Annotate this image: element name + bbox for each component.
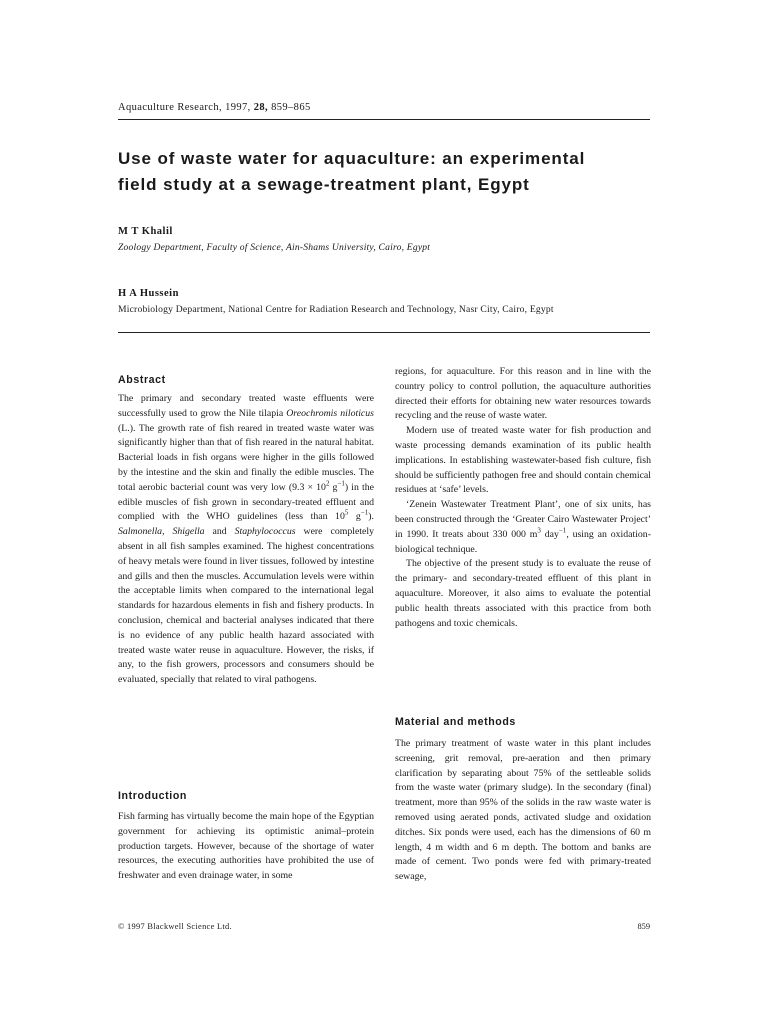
body-text-c: , using an oxidation-biological technique.: [395, 528, 651, 555]
abstract-text-c: g: [329, 481, 338, 493]
abstract-text-d: ) in the edible muscles of fish grown in secondary-treated effluent and complied with the WHO guidelines (less than 10: [118, 481, 374, 523]
journal-year: 1997,: [225, 102, 251, 113]
methods-paragraph: The primary treatment of waste water in this plant includes screening, grit removal, pre-aeration and then primary clarification by separating about 75% of the settleable solids from the waste water (primary sludge). In the secondary (final) treatment, more than 95% of the solids in the raw waste water is removed using aerated ponds, activated sludge and oxidation ditches. Six ponds were used, each has the dimensions of 60 m length, 4 m width and 6 m depth. The bottom and banks are made of cement. Two ponds were fed with primary-treated sewage,: [395, 738, 651, 883]
title-line-2: field study at a sewage-treatment plant, Egypt: [118, 175, 530, 194]
exponent: 5: [344, 509, 349, 518]
abstract-text-e: g: [348, 511, 361, 523]
abstract-text-g: were completely absent in all fish samples examined. The highest concentrations of heavy metals were found in liver tissues, followed by intestine and gills and then the muscles. Accumulation levels were within the acceptable limits when compared to the international legal standards for hazardous elements in fish and fishery products. In conclusion, chemical and bacterial analyses indicated that there is no evidence of any public health hazard associated with treated waste water reuse in aquaculture. However, the risks, if any, to the fish growers, processors and consumers should be evaluated, specially that related to viral pathogens.: [118, 526, 374, 686]
author-affiliation-1: Zoology Department, Faculty of Science, Ain-Shams University, Cairo, Egypt: [118, 242, 431, 253]
body-paragraph: Modern use of treated waste water for fish production and waste processing demands examination of its public health implications. In establishing wastewater-based fish culture, fish should be sufficiently pathogen free and should contain chemical residues at ‘safe’ levels.: [395, 425, 651, 496]
exponent: −1: [337, 479, 345, 488]
journal-pages: 859–865: [271, 102, 311, 113]
journal-volume: 28,: [253, 102, 269, 113]
author-name-1: M T Khalil: [118, 226, 173, 237]
genus-name: Staphylococcus: [234, 526, 296, 538]
body-paragraph: regions, for aquaculture. For this reason and in line with the country policy to control pollution, the aquaculture authorities directed their efforts for obtaining new water resources towards recycling and the reuse of waste water.: [395, 366, 651, 422]
abstract-text-b: (L.). The growth rate of fish reared in treated waste water was significantly higher than that of fish reared in the natural habitat. Bacterial loads in fish organs were higher in the gills followed by the intestine and the skin and finally the edible muscles. The total aerobic bacterial count was very low (9.3 × 10: [118, 422, 374, 493]
introduction-body: [118, 810, 374, 884]
exponent: −1: [360, 509, 369, 518]
abstract-text-and: and: [204, 526, 235, 538]
body-paragraph: [395, 498, 651, 557]
abstract-heading: Abstract: [118, 374, 166, 386]
introduction-paragraph: Fish farming has virtually become the main hope of the Egyptian government for achieving its optimistic animal–protein production targets. However, because of the shortage of water resources, the executing authorities have prohibited the use of freshwater and even drainage water, in some: [118, 811, 374, 882]
abstract-text-a: The primary and secondary treated waste effluents were successfully used to grow the Nile tilapia: [118, 393, 374, 419]
header-rule: [118, 119, 650, 120]
exponent: −1: [558, 526, 567, 535]
genus-names: Salmonella, Shigella: [118, 526, 205, 538]
body-paragraph: The objective of the present study is to evaluate the reuse of the primary- and secondary-treated effluent of this plant in aquaculture. Moreover, it also aims to evaluate the potential public health threats associated with this practice from both pathogens and toxic chemicals.: [395, 558, 651, 629]
exponent: 2: [325, 479, 330, 488]
abstract-paragraph: [118, 392, 374, 688]
introduction-heading: Introduction: [118, 790, 187, 802]
section-rule: [118, 332, 650, 333]
right-column-body: [395, 365, 651, 631]
paper-title: [118, 146, 658, 198]
exponent: 3: [537, 526, 541, 535]
methods-heading: Material and methods: [395, 716, 516, 728]
species-name: Oreochromis niloticus: [286, 407, 374, 419]
journal-name: Aquaculture Research,: [118, 102, 223, 113]
author-name-2: H A Hussein: [118, 288, 179, 299]
body-text-a: ‘Zenein Wastewater Treatment Plant’, one of six units, has been constructed through the ‘Greater Cairo Wastewater Project’ in 1990. It treats about 330 000 m: [395, 499, 651, 540]
copyright-notice: © 1997 Blackwell Science Ltd.: [118, 922, 232, 931]
abstract-body: [118, 392, 374, 688]
title-line-1: Use of waste water for aquaculture: an experimental: [118, 149, 586, 168]
author-affiliation-2: Microbiology Department, National Centre for Radiation Research and Technology, Nasr City, Cairo, Egypt: [118, 304, 554, 315]
running-head: [118, 102, 311, 113]
page-number: 859: [637, 922, 650, 931]
body-text-b: day: [540, 528, 559, 540]
abstract-text-f: ).: [368, 511, 374, 523]
methods-body: [395, 737, 651, 885]
